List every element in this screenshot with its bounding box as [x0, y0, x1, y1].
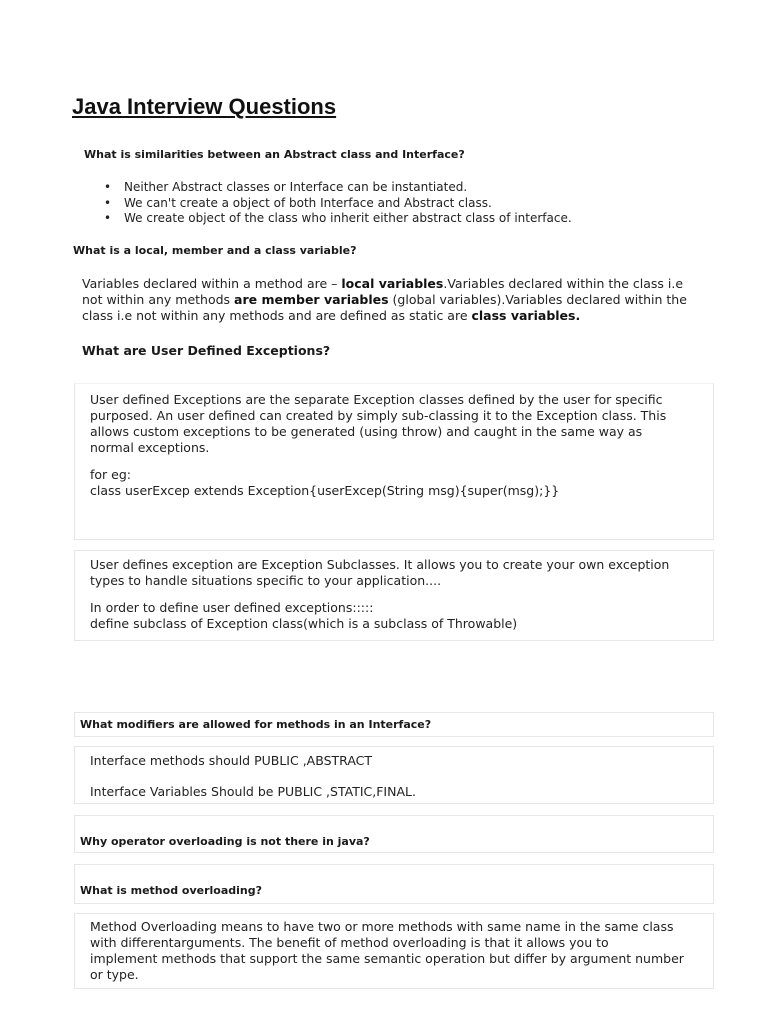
- answer-box-1: [74, 383, 714, 540]
- example-code: class userExcep extends Exception{userExcep(String msg){super(msg);}}: [90, 483, 560, 498]
- list-item: • We create object of the class who inherit either abstract class of interface.: [100, 211, 572, 227]
- answer-text: User defined Exceptions are the separate Exception classes defined by the user for specific: [90, 392, 663, 407]
- answer-text: not within any methods: [82, 292, 235, 307]
- answer-text: with differentarguments. The benefit of method overloading is that it allows you to: [90, 935, 609, 950]
- question-user-defined-exceptions: What are User Defined Exceptions?: [82, 343, 331, 358]
- answer-box-2: [74, 550, 714, 641]
- answer-box-method-overloading: [74, 913, 714, 989]
- answer-text: Variables declared within a method are –: [82, 276, 342, 291]
- answer-text: purposed. An user defined can created by simply sub-classing it to the Exception class. This: [90, 408, 667, 423]
- answer-variables: [82, 276, 722, 324]
- question-method-overloading: What is method overloading?: [80, 884, 262, 897]
- keyword-member-variables: are member variables: [234, 292, 389, 307]
- page-title: Java Interview Questions: [72, 94, 337, 119]
- answer-text: allows custom exceptions to be generated (using throw) and caught in the same way as: [90, 424, 643, 439]
- answer-text: types to handle situations specific to your application....: [90, 573, 442, 588]
- answer-text: (global variables).Variables declared within the: [388, 292, 687, 307]
- question-box-modifiers: [74, 712, 714, 737]
- answer-text: Interface methods should PUBLIC ,ABSTRACT: [90, 753, 373, 768]
- similarities-list: [100, 180, 572, 227]
- answer-text: User defines exception are Exception Subclasses. It allows you to create your own exception: [90, 557, 670, 572]
- question-variables: What is a local, member and a class variable?: [73, 244, 357, 257]
- question-modifiers: What modifiers are allowed for methods in an Interface?: [80, 718, 432, 731]
- answer-text: define subclass of Exception class(which is a subclass of Throwable): [90, 616, 518, 631]
- keyword-class-variables: class variables.: [471, 308, 581, 323]
- example-label: for eg:: [90, 467, 131, 482]
- answer-text: .Variables declared within the class i.e: [443, 276, 684, 291]
- question-abstract-vs-interface: What is similarities between an Abstract class and Interface?: [84, 148, 465, 161]
- answer-text: class i.e not within any methods and are defined as static are: [82, 308, 472, 323]
- answer-text: implement methods that support the same semantic operation but differ by argument number: [90, 951, 684, 966]
- question-operator-overloading: Why operator overloading is not there in java?: [80, 835, 370, 848]
- question-box-method-overloading: [74, 864, 714, 904]
- keyword-local-variables: local variables: [341, 276, 444, 291]
- question-box-operator-overloading: [74, 815, 714, 853]
- list-item: • We can't create a object of both Interface and Abstract class.: [100, 196, 572, 212]
- answer-text: Method Overloading means to have two or more methods with same name in the same class: [90, 919, 674, 934]
- answer-text: or type.: [90, 967, 139, 982]
- answer-box-modifiers: [74, 746, 714, 804]
- answer-text: In order to define user defined exceptions:::::: [90, 600, 374, 615]
- answer-text: normal exceptions.: [90, 440, 210, 455]
- answer-text: Interface Variables Should be PUBLIC ,STATIC,FINAL.: [90, 784, 416, 799]
- list-item: • Neither Abstract classes or Interface can be instantiated.: [100, 180, 572, 196]
